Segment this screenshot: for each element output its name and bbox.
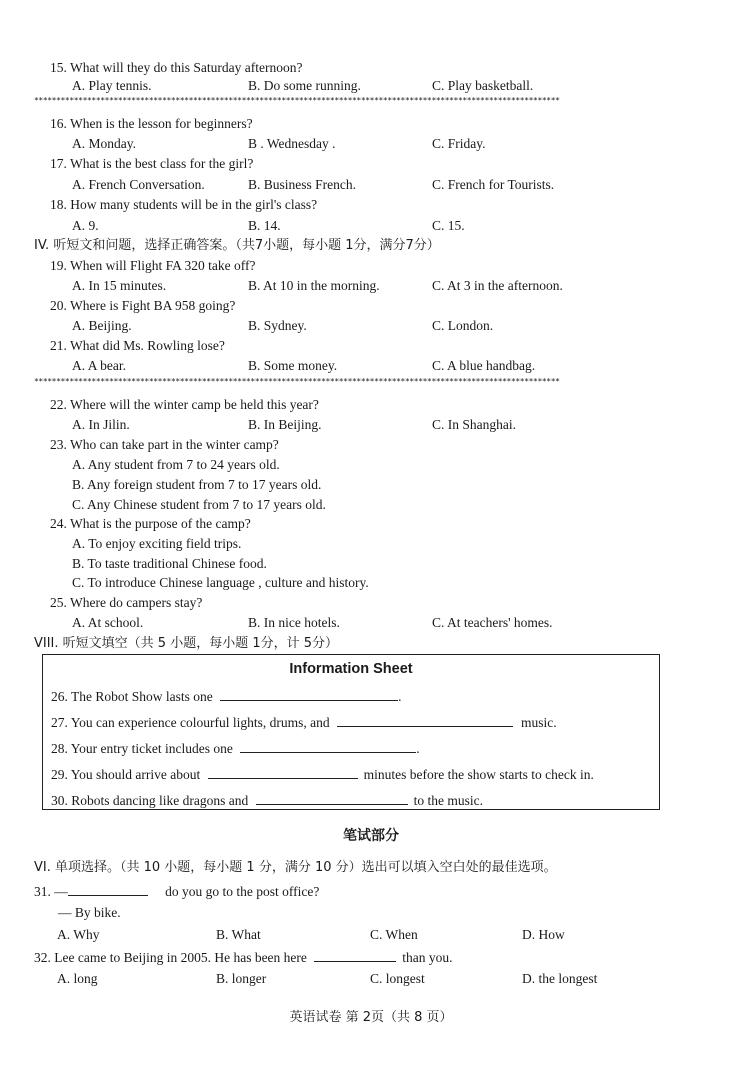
question-19 [50,258,256,274]
option-a[interactable]: A. long [57,971,98,986]
option-b[interactable]: B. 14. [248,218,281,233]
fill-suffix: . [398,689,402,704]
fill-suffix: . [416,741,420,756]
fill-question-30 [51,792,483,809]
option-c[interactable]: C. In Shanghai. [432,417,516,432]
separator-line: *********************************************************************************************************************** [34,377,560,386]
option-c[interactable]: C. 15. [432,218,465,233]
fill-question-27 [51,714,557,731]
information-sheet [42,654,660,810]
answer-blank[interactable] [240,740,416,753]
question-text: What is the best class for the girl? [70,156,254,171]
option-a[interactable]: A. To enjoy exciting field trips. [72,536,242,551]
question-25 [50,595,202,611]
question-number: 23. [50,437,67,452]
question-15 [50,60,302,76]
question-text: Where will the winter camp be held this year? [70,397,319,412]
option-b[interactable]: B. At 10 in the morning. [248,278,380,293]
option-b[interactable]: B. longer [216,971,267,986]
option-c[interactable]: C. Play basketball. [432,78,534,93]
question-number: 18. [50,197,67,212]
section-heading-iv: IV. 听短文和问题，选择正确答案。（共7小题，每小题 1分，满分7分） [34,238,440,253]
page-footer: 英语试卷 第 2页（共 8 页） [289,1010,453,1025]
fill-prompt: 29. You should arrive about [51,767,201,782]
option-a[interactable]: A. Why [57,927,100,942]
answer-blank[interactable] [314,949,396,962]
fill-question-26 [51,688,402,705]
question-32 [34,949,453,966]
question-text: What will they do this Saturday afternoon? [70,60,303,75]
fill-prompt: 30. Robots dancing like dragons and [51,793,249,808]
question-text: What is the purpose of the camp? [70,516,251,531]
option-a[interactable]: A. In Jilin. [72,417,130,432]
option-b[interactable]: B. Some money. [248,358,338,373]
information-sheet-title: Information Sheet [289,661,413,677]
fill-prompt: 28. Your entry ticket includes one [51,741,233,756]
answer-blank[interactable] [68,883,148,896]
answer-blank[interactable] [337,714,513,727]
option-b[interactable]: B. In Beijing. [248,417,322,432]
fill-question-28 [51,740,420,757]
option-b[interactable]: B. Business French. [248,177,356,192]
question-text: When will Flight FA 320 take off? [70,258,256,273]
question-text: How many students will be in the girl's class? [70,197,318,212]
written-part-heading: 笔试部分 [343,828,399,844]
dialogue-dash: — [54,884,68,899]
question-20 [50,298,235,314]
option-a[interactable]: A. French Conversation. [72,177,205,192]
question-22 [50,397,319,413]
option-b[interactable]: B . Wednesday . [248,136,336,151]
option-a[interactable]: A. In 15 minutes. [72,278,167,293]
option-c[interactable]: C. At teachers' homes. [432,615,553,630]
question-23 [50,437,279,453]
option-c[interactable]: C. At 3 in the afternoon. [432,278,563,293]
question-text: Who can take part in the winter camp? [70,437,279,452]
question-number: 15. [50,60,67,75]
question-number: 31. [34,884,51,899]
question-number: 20. [50,298,67,313]
option-a[interactable]: A. Play tennis. [72,78,152,93]
question-21 [50,338,225,354]
question-number: 19. [50,258,67,273]
question-text: Lee came to Beijing in 2005. He has been here [54,950,307,965]
question-number: 25. [50,595,67,610]
question-text: Where do campers stay? [70,595,203,610]
answer-blank[interactable] [256,792,408,805]
answer-blank[interactable] [208,766,358,779]
question-text: What did Ms. Rowling lose? [70,338,225,353]
option-d[interactable]: D. the longest [522,971,598,986]
question-number: 16. [50,116,67,131]
question-16 [50,116,253,132]
fill-suffix: to the music. [413,793,483,808]
separator-line: *********************************************************************************************************************** [34,96,560,105]
question-number: 22. [50,397,67,412]
option-c[interactable]: C. French for Tourists. [432,177,555,192]
option-c[interactable]: C. Any Chinese student from 7 to 17 years old. [72,497,326,512]
question-number: 17. [50,156,67,171]
option-c[interactable]: C. To introduce Chinese language , culture and history. [72,575,369,590]
option-a[interactable]: A. 9. [72,218,99,233]
option-b[interactable]: B. In nice hotels. [248,615,340,630]
option-a[interactable]: A. Monday. [72,136,136,151]
option-b[interactable]: B. Sydney. [248,318,307,333]
option-b[interactable]: B. What [216,927,261,942]
question-text: do you go to the post office? [165,884,320,899]
option-c[interactable]: C. A blue handbag. [432,358,536,373]
option-c[interactable]: C. Friday. [432,136,486,151]
option-a[interactable]: A. A bear. [72,358,126,373]
question-18 [50,197,317,213]
option-c[interactable]: C. longest [370,971,425,986]
section-heading-viii: VIII. 听短文填空（共 5 小题，每小题 1分，计 5分） [34,636,339,651]
option-b[interactable]: B. Do some running. [248,78,361,93]
fill-question-29 [51,766,594,783]
question-text: When is the lesson for beginners? [70,116,253,131]
option-b[interactable]: B. Any foreign student from 7 to 17 years old. [72,477,322,492]
question-suffix: than you. [402,950,453,965]
fill-prompt: 26. The Robot Show lasts one [51,689,213,704]
option-d[interactable]: D. How [522,927,565,942]
dialogue-reply: — By bike. [58,905,121,920]
section-heading-vi: VI. 单项选择。（共 10 小题，每小题 1 分，满分 10 分）选出可以填入空白处的最佳选项。 [34,860,557,875]
question-number: 32. [34,950,51,965]
question-text: Where is Fight BA 958 going? [70,298,236,313]
fill-suffix: minutes before the show starts to check in. [363,767,594,782]
option-a[interactable]: A. Beijing. [72,318,132,333]
question-31 [34,883,319,900]
option-c[interactable]: C. When [370,927,418,942]
question-number: 24. [50,516,67,531]
question-number: 21. [50,338,67,353]
option-a[interactable]: A. At school. [72,615,144,630]
option-a[interactable]: A. Any student from 7 to 24 years old. [72,457,280,472]
fill-suffix: music. [520,715,557,730]
question-24 [50,516,251,532]
fill-prompt: 27. You can experience colourful lights, drums, and [51,715,330,730]
question-17 [50,156,253,172]
option-c[interactable]: C. London. [432,318,494,333]
option-b[interactable]: B. To taste traditional Chinese food. [72,556,267,571]
answer-blank[interactable] [220,688,398,701]
